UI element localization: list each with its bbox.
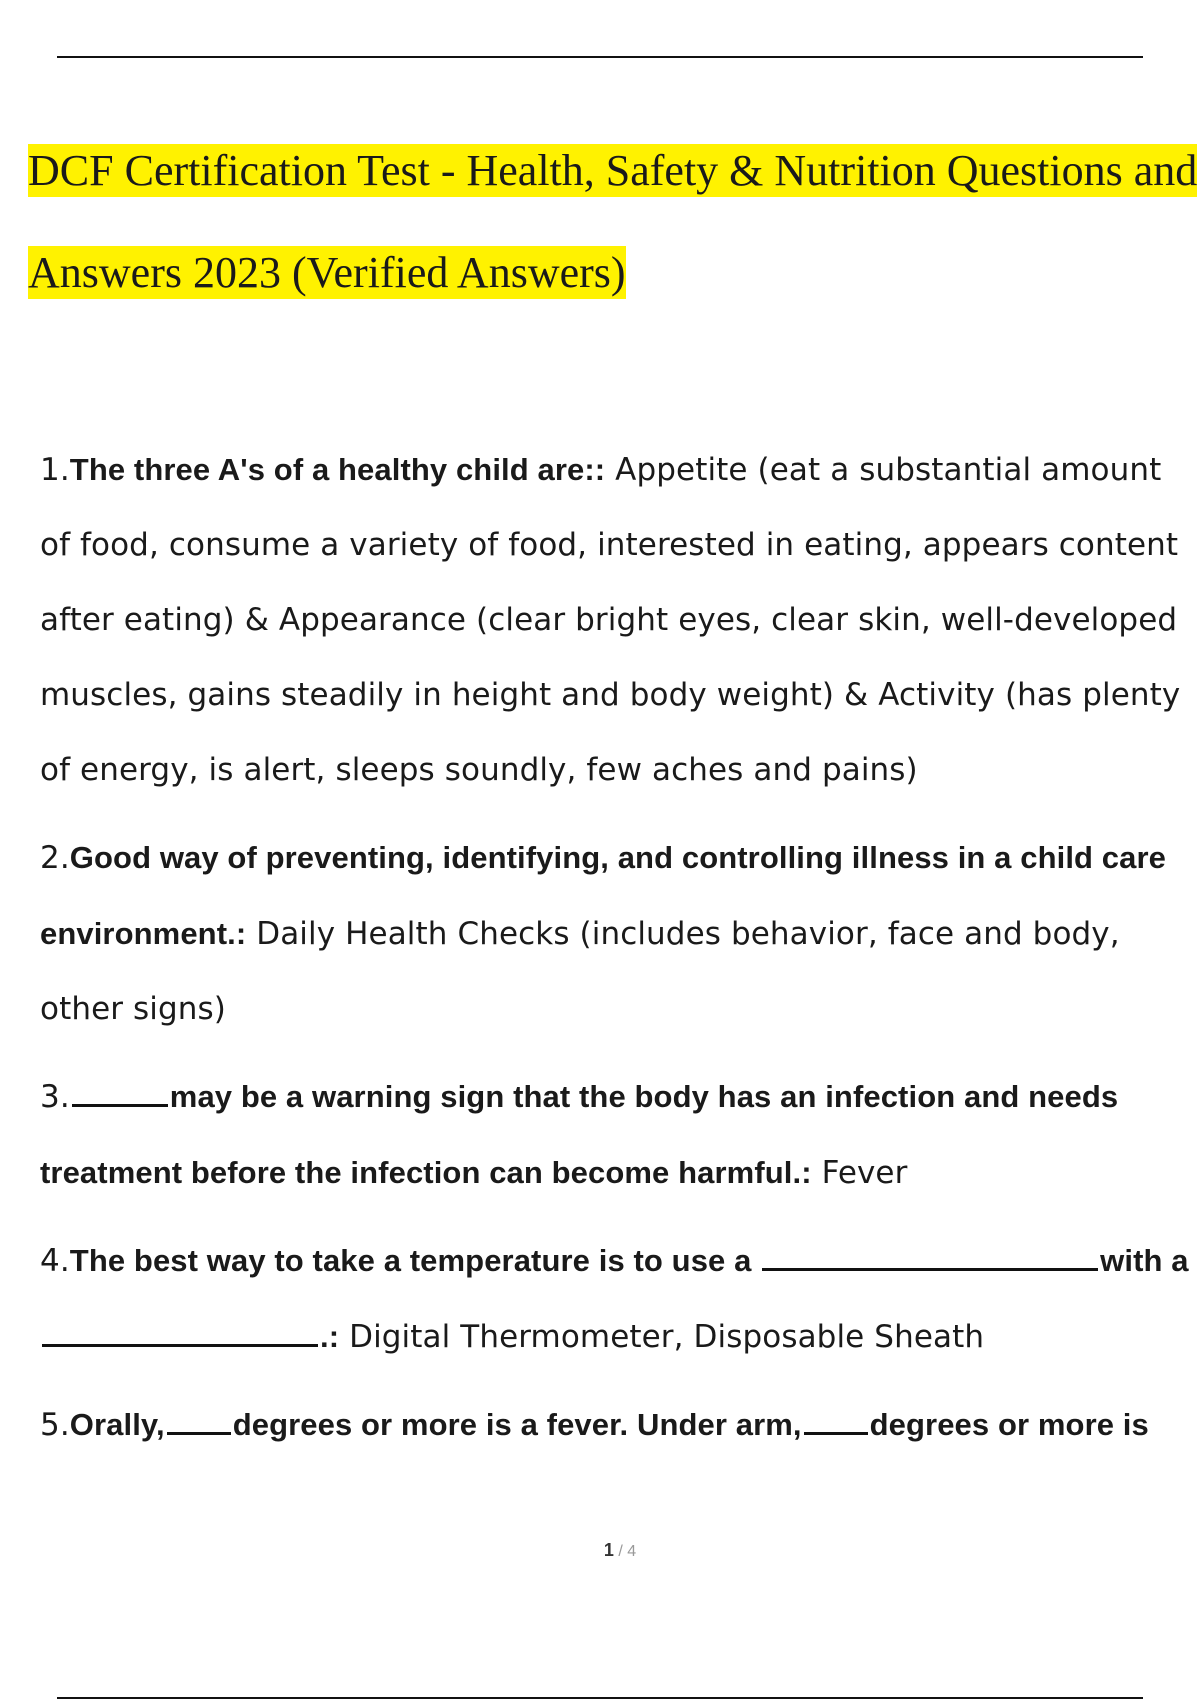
question-text: Orally, degrees or more is a fever. Under arm, degrees or more is [70, 1407, 1149, 1442]
answer-text: Appetite (eat a substantial amount of food, consume a variety of food, interested in eating, appears content after eating) & Appearance (clear bright eyes, clear skin, well-developed muscles, gains steadily in height and body weight) & Activity (has plenty of energy, is alert, sleeps soundly, few aches and pains) [40, 452, 1181, 788]
fill-blank [167, 1401, 231, 1435]
question-5 [40, 1387, 1200, 1463]
answer-text: Fever [811, 1155, 908, 1191]
question-text: The best way to take a temperature is to use a with a .: [40, 1243, 1189, 1354]
question-text: may be a warning sign that the body has an infection and needs treatment before the infection can become harmful.: [40, 1079, 1119, 1190]
question-2 [40, 820, 1200, 1047]
page-indicator [0, 1540, 1200, 1561]
fill-blank [804, 1401, 868, 1435]
current-page: 1 [603, 1540, 614, 1560]
question-1 [40, 432, 1200, 808]
fill-blank [72, 1073, 168, 1107]
question-number: 1. [40, 452, 70, 488]
question-number: 2. [40, 840, 70, 876]
question-text: Good way of preventing, identifying, and controlling illness in a child care environment.: [40, 840, 1166, 951]
document-title [28, 120, 1200, 324]
question-4 [40, 1223, 1200, 1375]
total-pages: 4 [627, 1543, 637, 1560]
bottom-rule [57, 1697, 1143, 1699]
answer-text: Daily Health Checks (includes behavior, face and body, other signs) [40, 916, 1120, 1027]
title-line-1: DCF Certification Test - Health, Safety & Nutrition Questions and [28, 146, 1198, 195]
page-separator: / [613, 1543, 628, 1560]
question-number: 5. [40, 1407, 70, 1443]
fill-blank [42, 1313, 318, 1347]
question-3 [40, 1059, 1200, 1211]
fill-blank [762, 1237, 1098, 1271]
question-text: The three A's of a healthy child are:: [69, 452, 606, 487]
question-list [40, 432, 1200, 1475]
answer-text: Digital Thermometer, Disposable Sheath [339, 1319, 985, 1355]
question-number: 3. [40, 1079, 70, 1115]
top-rule [57, 56, 1143, 58]
title-line-2: Answers 2023 (Verified Answers) [28, 248, 626, 297]
question-number: 4. [40, 1243, 70, 1279]
